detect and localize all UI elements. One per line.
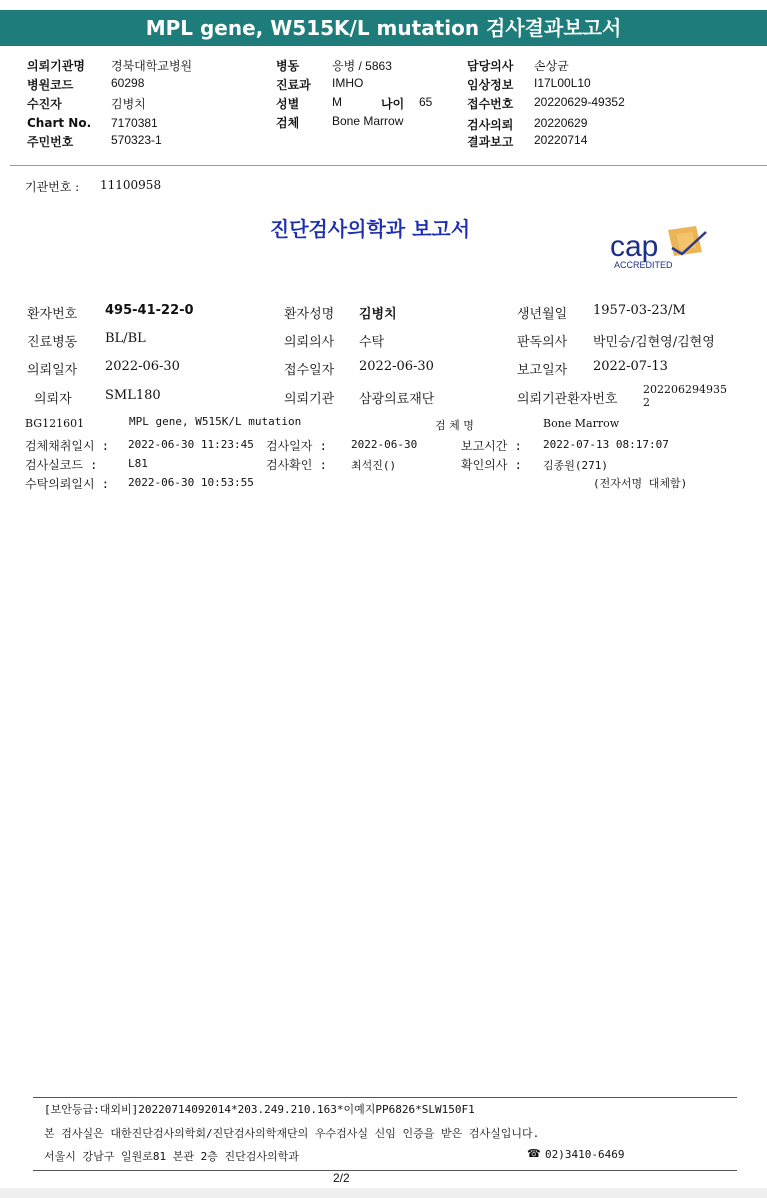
value-report-date: 2022-07-13 bbox=[593, 359, 668, 374]
confirm-label: 검사확인 : bbox=[266, 458, 327, 472]
specimen-value: Bone Marrow bbox=[543, 417, 620, 430]
hdr-label-resident-no: 주민번호 bbox=[27, 135, 74, 149]
label-patient-name: 환자성명 bbox=[284, 307, 335, 322]
test-name: MPL gene, W515K/L mutation bbox=[129, 415, 302, 428]
doctor-value: 김종원(271) bbox=[543, 459, 608, 472]
label-birth: 생년월일 bbox=[517, 307, 568, 322]
address-line: 서울시 강남구 일원로81 본관 2층 진단검사의학과 bbox=[44, 1150, 299, 1163]
value-birth: 1957-03-23/M bbox=[593, 303, 686, 318]
label-report-date: 보고일자 bbox=[517, 363, 568, 378]
label-patient-no: 환자번호 bbox=[27, 307, 78, 322]
value-institution-patient-no: 202206294935 bbox=[643, 383, 727, 396]
label-reading-doctor: 판독의사 bbox=[517, 335, 568, 350]
value-receipt-date: 2022-06-30 bbox=[359, 359, 434, 374]
hdr-label-doctor: 담당의사 bbox=[467, 59, 514, 73]
page-footer-strip bbox=[0, 1188, 767, 1198]
cap-word: cap bbox=[610, 230, 659, 263]
hdr-label-patient: 수진자 bbox=[27, 97, 62, 111]
department-report-title: 진단검사의학과 보고서 bbox=[269, 217, 471, 241]
institution-label: 기관번호 : bbox=[25, 180, 80, 194]
hdr-value-doctor: 손상균 bbox=[534, 59, 569, 73]
hdr-value-resident-no: 570323-1 bbox=[111, 133, 162, 147]
value-reading-doctor: 박민승/김현영/김현영 bbox=[593, 335, 715, 350]
hdr-value-receipt-no: 20220629-49352 bbox=[534, 95, 625, 109]
room-value: L81 bbox=[128, 457, 148, 470]
hdr-value-age: 65 bbox=[419, 95, 433, 109]
hdr-value-sex: M bbox=[332, 95, 342, 109]
label-receipt-date: 접수일자 bbox=[284, 363, 335, 378]
value-requester: SML180 bbox=[105, 388, 161, 403]
hdr-label-age: 나이 bbox=[381, 97, 405, 111]
reporttime-label: 보고시간 : bbox=[461, 439, 522, 453]
hdr-label-receipt-no: 접수번호 bbox=[467, 97, 514, 111]
consign-label: 수탁의뢰일시 : bbox=[25, 477, 110, 491]
label-institution-patient-no: 의뢰기관환자번호 bbox=[517, 392, 618, 407]
confirm-value: 최석진() bbox=[351, 459, 397, 472]
hdr-value-request-date: 20220629 bbox=[534, 116, 588, 130]
testdate-label: 검사일자 : bbox=[266, 439, 327, 453]
phone-icon: ☎ bbox=[527, 1147, 541, 1160]
certification-line: 본 검사실은 대한진단검사의학회/진단검사의학재단의 우수검사실 신임 인증을 받은 검사실입니다. bbox=[44, 1127, 540, 1140]
institution-number: 11100958 bbox=[100, 178, 162, 192]
testdate-value: 2022-06-30 bbox=[351, 438, 418, 451]
value-ward: BL/BL bbox=[105, 331, 146, 346]
label-requesting-institution: 의뢰기관 bbox=[284, 392, 335, 407]
hdr-label-specimen: 검체 bbox=[276, 116, 300, 130]
cap-accredited-logo bbox=[606, 222, 716, 274]
specimen-label: 검 체 명 bbox=[435, 419, 474, 432]
hdr-label-chart: Chart No. bbox=[27, 116, 92, 130]
hdr-label-hospital: 의뢰기관명 bbox=[27, 59, 85, 73]
label-ward: 진료병동 bbox=[27, 335, 78, 350]
label-requester: 의뢰자 bbox=[34, 392, 72, 407]
room-label: 검사실코드 : bbox=[25, 458, 98, 472]
hdr-label-hospital-code: 병원코드 bbox=[27, 78, 74, 92]
value-requesting-institution: 삼광의료재단 bbox=[359, 392, 435, 407]
hdr-value-chart: 7170381 bbox=[111, 116, 158, 130]
hdr-value-hospital-code: 60298 bbox=[111, 76, 145, 90]
consign-value: 2022-06-30 10:53:55 bbox=[128, 476, 254, 489]
hdr-label-ward: 병동 bbox=[276, 59, 300, 73]
collect-value: 2022-06-30 11:23:45 bbox=[128, 438, 254, 451]
reporttime-value: 2022-07-13 08:17:07 bbox=[543, 438, 669, 451]
value-patient-no: 495-41-22-0 bbox=[105, 303, 194, 318]
esign-note: (전자서명 대체함) bbox=[593, 477, 688, 490]
doctor-label: 확인의사 : bbox=[461, 458, 522, 472]
hdr-value-specimen: Bone Marrow bbox=[332, 114, 404, 128]
hdr-label-sex: 성별 bbox=[276, 97, 300, 111]
value-request-date: 2022-06-30 bbox=[105, 359, 180, 374]
cap-accredited-text: ACCREDITED bbox=[614, 260, 673, 270]
value-institution-patient-no-cont: 2 bbox=[643, 396, 650, 409]
page-number: 2/2 bbox=[333, 1171, 350, 1185]
label-requesting-doctor: 의뢰의사 bbox=[284, 335, 335, 350]
hdr-value-ward: 응병 / 5863 bbox=[332, 59, 392, 73]
label-request-date: 의뢰일자 bbox=[27, 363, 78, 378]
hdr-value-clinical-info: I17L00L10 bbox=[534, 76, 591, 90]
hdr-label-clinical-info: 임상정보 bbox=[467, 78, 514, 92]
hdr-label-result-date: 결과보고 bbox=[467, 135, 514, 149]
collect-label: 검체채취일시 : bbox=[25, 439, 110, 453]
value-patient-name: 김병치 bbox=[359, 307, 397, 322]
phone-number: 02)3410-6469 bbox=[545, 1148, 625, 1161]
header-divider bbox=[10, 165, 767, 166]
hdr-value-result-date: 20220714 bbox=[534, 133, 588, 147]
hdr-value-patient: 김병치 bbox=[111, 97, 146, 111]
report-title-bar: MPL gene, W515K/L mutation 검사결과보고서 bbox=[0, 10, 767, 46]
test-code: BG121601 bbox=[25, 417, 85, 430]
hdr-label-request-date: 검사의뢰 bbox=[467, 118, 514, 132]
hdr-value-hospital: 경북대학교병원 bbox=[111, 59, 193, 73]
hdr-label-department: 진료과 bbox=[276, 78, 311, 92]
security-line: [보안등급:대외비]20220714092014*203.249.210.163*이예지PP6826*SLW150F1 bbox=[44, 1103, 475, 1116]
value-requesting-doctor: 수탁 bbox=[359, 335, 385, 350]
hdr-value-department: IMHO bbox=[332, 76, 364, 90]
